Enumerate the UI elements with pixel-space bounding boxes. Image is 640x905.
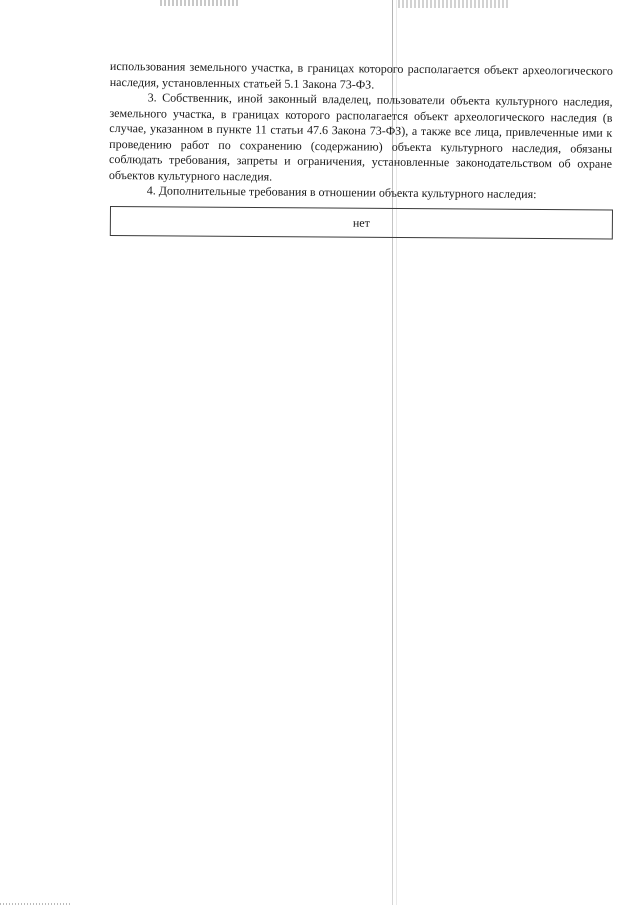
document-body xyxy=(109,59,613,203)
additional-requirements-value: нет xyxy=(352,215,370,230)
scan-smudge-top-left xyxy=(160,0,238,6)
paragraph-3: 3. Собственник, иной законный владелец, пользователи объекта культурного наследия, земельного участка, в границах которого располагается объект археологического наследия (в случае, указанном в пункте 11 статьи 47.6 Закона 73-ФЗ), а также все лица, привлеченные ими к проведению работ по сохранению (содержанию) объекта культурного наследия, обязаны соблюдать требования, запреты и ограничения, установленные законодательством об охране объектов культурного наследия. xyxy=(108,90,613,184)
paragraph-4: 4. Дополнительные требования в отношении объекта культурного наследия: xyxy=(146,183,537,202)
scan-smudge-top-right xyxy=(398,0,508,8)
paragraph-continuation: использования земельного участка, в границах которого располагается объект археологического наследия, установленных статьей 5.1 Закона 73-ФЗ. xyxy=(109,59,613,92)
additional-requirements-box xyxy=(110,206,613,240)
